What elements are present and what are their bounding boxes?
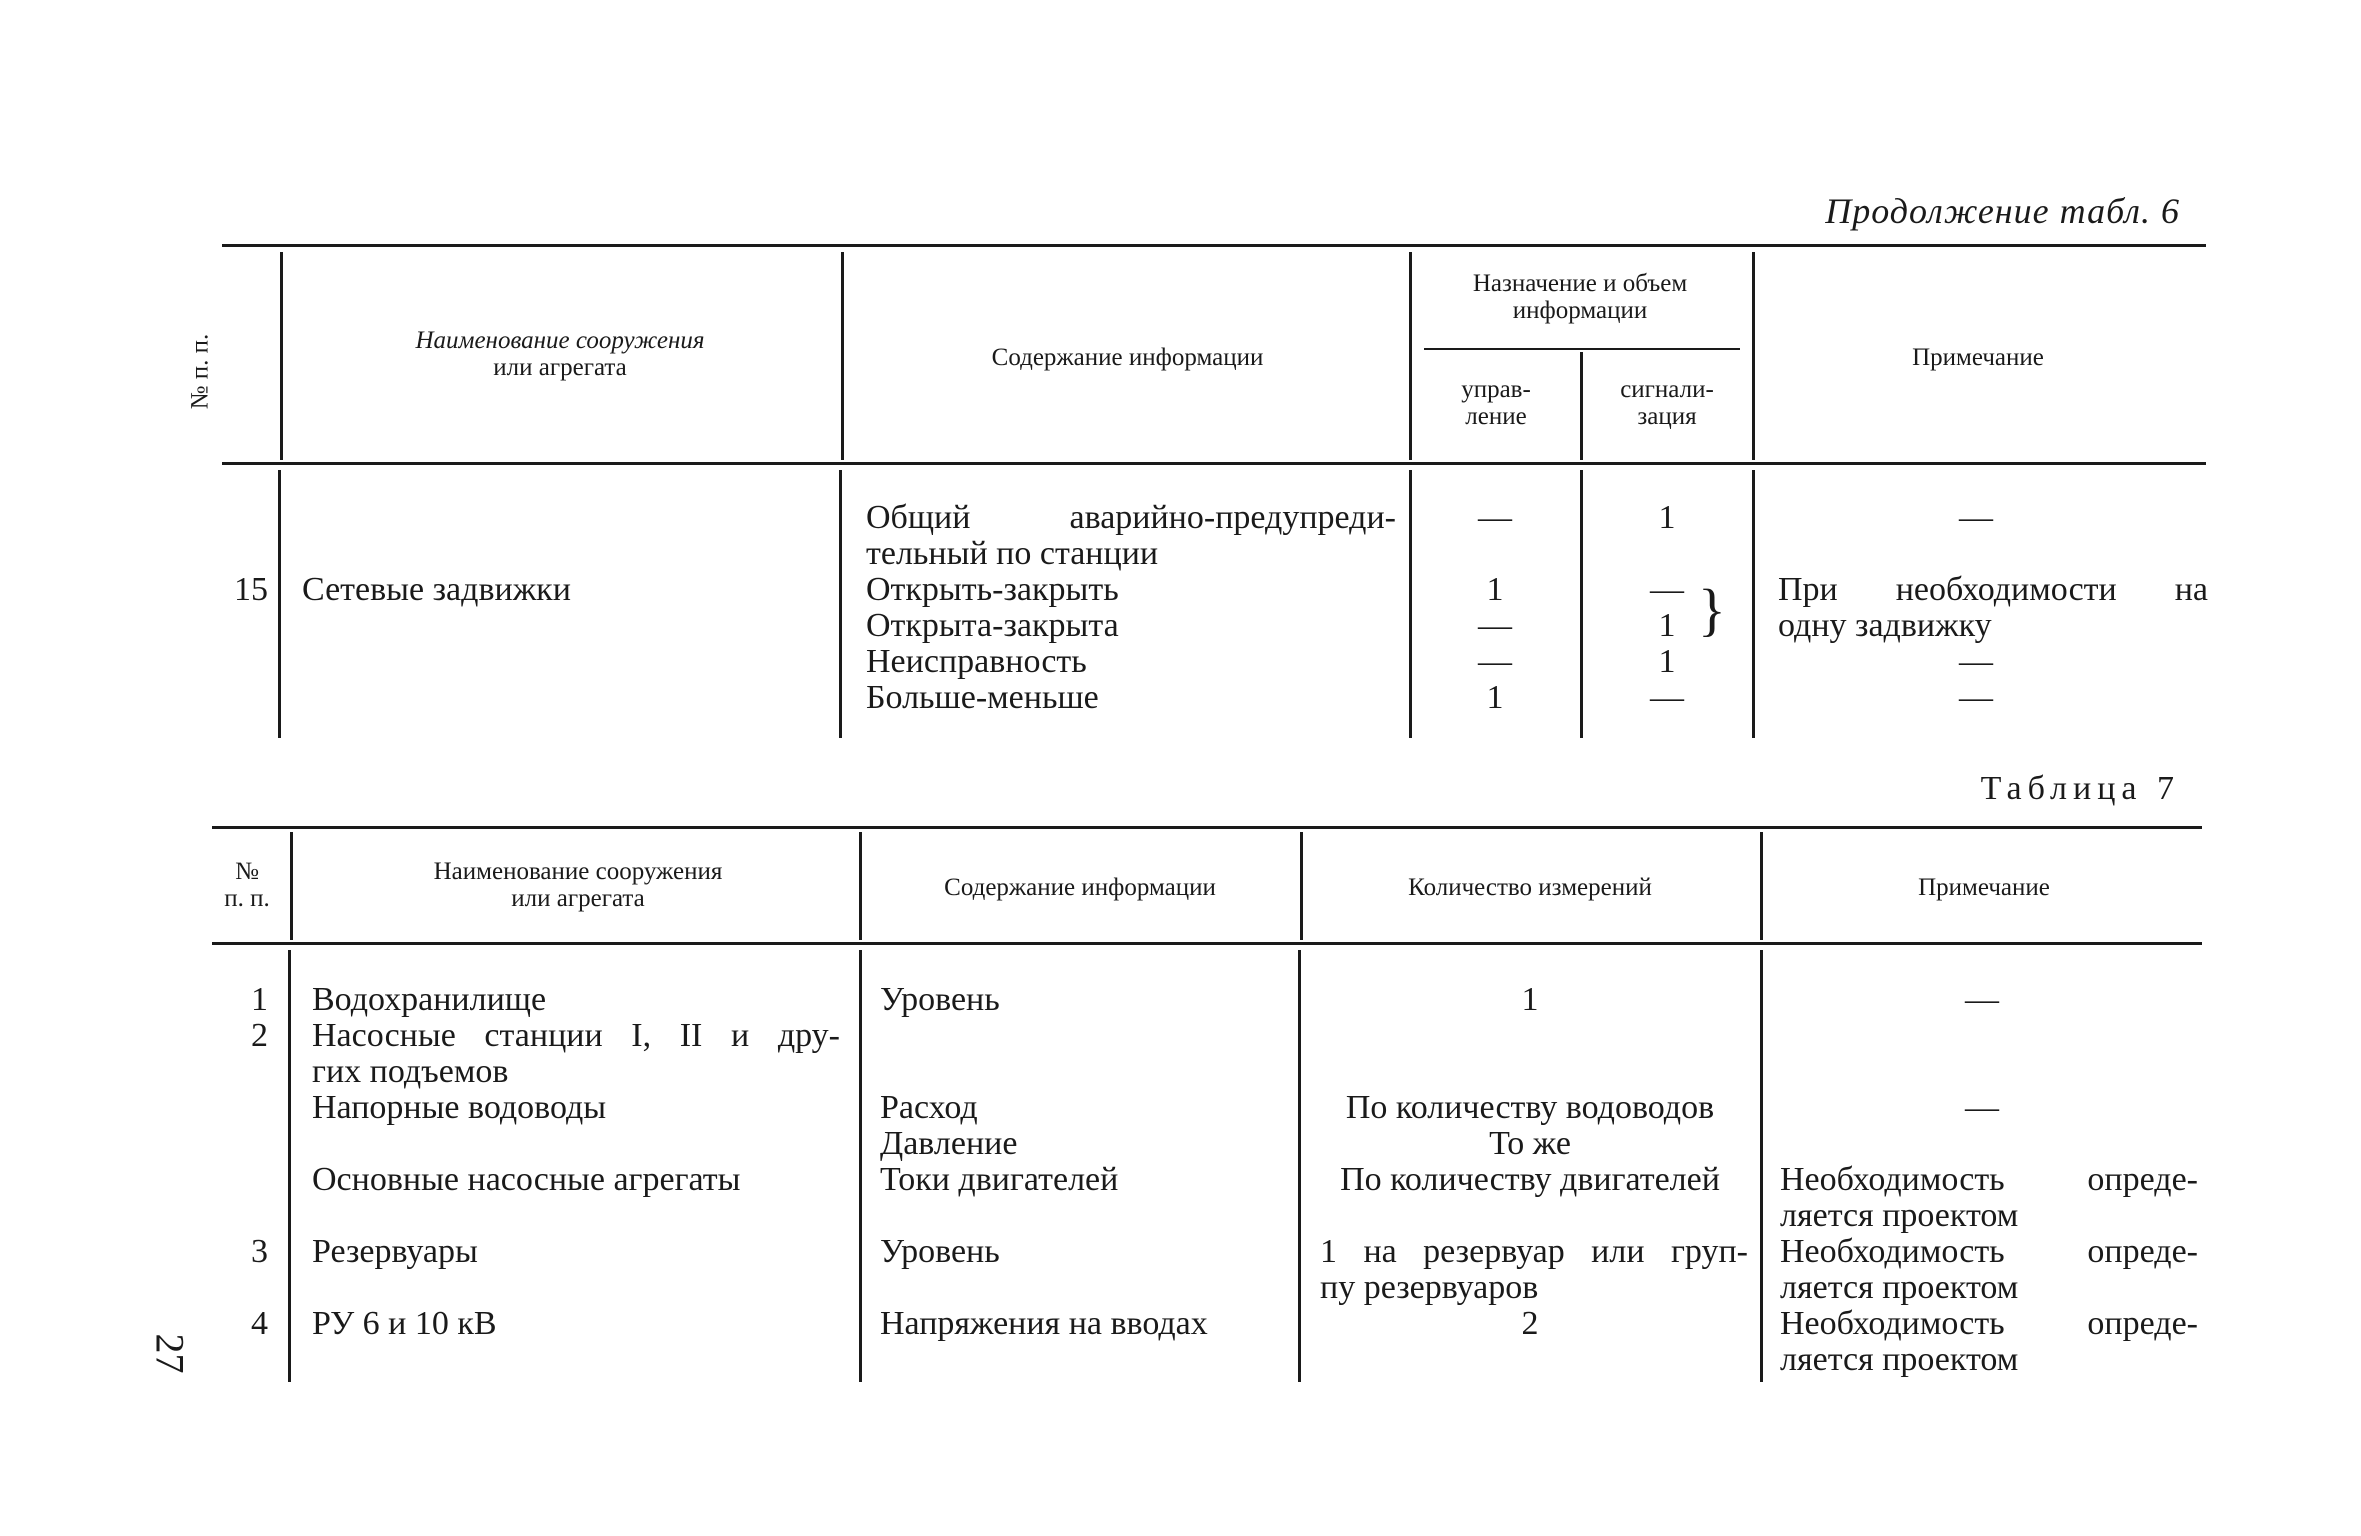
table6-row-name: Сетевые задвижки	[302, 571, 571, 608]
row-content: Уровень	[880, 981, 1000, 1018]
content-line: Открыть-закрыть	[866, 571, 1119, 608]
table6-header-note: Примечание	[1912, 344, 2044, 371]
table6-subheader-rule	[1424, 348, 1740, 350]
table7-vrule	[1760, 950, 1763, 1382]
signal-value: —	[1650, 571, 1684, 608]
content-line: Неисправность	[866, 643, 1087, 680]
row-num: 2	[251, 1017, 268, 1054]
row-name: Резервуары	[312, 1233, 478, 1270]
table7-header-count: Количество измерений	[1408, 874, 1652, 901]
row-count: По количеству двигателей	[1340, 1161, 1720, 1198]
row-count: По количеству водоводов	[1345, 1089, 1715, 1126]
note-value: одну задвижку	[1778, 607, 1992, 644]
row-name: РУ 6 и 10 кВ	[312, 1305, 497, 1342]
row-content: Расход	[880, 1089, 978, 1126]
row-num: 4	[251, 1305, 268, 1342]
row-note: ляется проектом	[1780, 1197, 2019, 1234]
table6-vrule	[839, 470, 842, 738]
row-content: Напряжения на вводах	[880, 1305, 1208, 1342]
row-count: 2	[1521, 1305, 1539, 1342]
table7-vrule	[1300, 832, 1303, 940]
table7-vrule	[288, 950, 291, 1382]
table7-vrule	[1760, 832, 1763, 940]
row-content: Уровень	[880, 1233, 1000, 1270]
note-value: —	[1959, 643, 1993, 680]
table6-vrule	[1752, 252, 1755, 460]
row-count: То же	[1489, 1125, 1571, 1162]
table7-header-content: Содержание информации	[944, 874, 1216, 901]
table6-vrule	[1580, 470, 1583, 738]
content-line: тельный по станции	[866, 535, 1159, 572]
table6-vrule	[1580, 352, 1583, 460]
row-note: Необходимость опреде-	[1780, 1161, 2198, 1198]
table7-header-num: № п. п.	[224, 858, 270, 912]
table6-vrule	[1409, 252, 1412, 460]
table6-vrule	[280, 252, 283, 460]
note-value: —	[1959, 679, 1993, 716]
row-name: гих подъемов	[312, 1053, 509, 1090]
table7-vrule	[1298, 950, 1301, 1382]
row-note: ляется проектом	[1780, 1341, 2019, 1378]
table7-header-note: Примечание	[1918, 874, 2050, 901]
table6-header-num: № п. п.	[186, 333, 214, 410]
table7-top-rule	[212, 826, 2202, 829]
content-line: Больше-меньше	[866, 679, 1099, 716]
control-value: —	[1478, 499, 1512, 536]
control-value: —	[1478, 607, 1512, 644]
table6-vrule	[278, 470, 281, 738]
note-value: При необходимости на	[1778, 571, 2208, 608]
table7-vrule	[859, 832, 862, 940]
control-value: —	[1478, 643, 1512, 680]
signal-value: 1	[1658, 643, 1676, 680]
signal-value: 1	[1658, 499, 1676, 536]
table7-vrule	[290, 832, 293, 940]
table6-caption: Продолжение табл. 6	[1825, 191, 2180, 231]
table6-vrule	[1752, 470, 1755, 738]
row-count: 1 на резервуар или груп-	[1320, 1233, 1748, 1270]
content-line: Общий аварийно-предупреди-	[866, 499, 1396, 536]
table7-header-rule	[212, 942, 2202, 945]
table6-header-content: Содержание информации	[991, 344, 1264, 371]
row-num: 3	[251, 1233, 268, 1270]
row-note: Необходимость опреде-	[1780, 1233, 2198, 1270]
signal-value: —	[1650, 679, 1684, 716]
row-num: 1	[251, 981, 268, 1018]
row-note: ляется проектом	[1780, 1269, 2019, 1306]
table7-header-name: Наименование сооружения или агрегата	[433, 858, 723, 912]
table6-top-rule	[222, 244, 2206, 247]
row-count: пу резервуаров	[1320, 1269, 1539, 1306]
content-line: Открыта-закрыта	[866, 607, 1119, 644]
page-number: 27	[147, 1333, 193, 1374]
table6-header-name: Наименование сооружения или агрегата	[415, 327, 705, 381]
control-value: 1	[1486, 571, 1504, 608]
row-name: Насосные станции I, II и дру-	[312, 1017, 840, 1054]
table6-header-rule	[222, 462, 2206, 465]
row-name: Напорные водоводы	[312, 1089, 607, 1126]
row-name: Водохранилище	[312, 981, 547, 1018]
signal-value: 1	[1658, 607, 1676, 644]
note-value: —	[1959, 499, 1993, 536]
table7-caption: Таблица 7	[1980, 770, 2180, 807]
table6-row-num: 15	[234, 571, 268, 608]
row-content: Давление	[880, 1125, 1018, 1162]
table6-vrule	[841, 252, 844, 460]
row-note: —	[1965, 981, 1999, 1018]
table7-vrule	[859, 950, 862, 1382]
table6-header-control: управ- ление	[1461, 376, 1531, 430]
row-note: —	[1965, 1089, 1999, 1126]
row-note: Необходимость опреде-	[1780, 1305, 2198, 1342]
row-content: Токи двигателей	[880, 1161, 1119, 1198]
table6-header-purpose: Назначение и объем информации	[1472, 270, 1688, 324]
row-name: Основные насосные агрегаты	[312, 1161, 741, 1198]
control-value: 1	[1486, 679, 1504, 716]
signal-brace: }	[1698, 577, 1726, 642]
table6-header-signal: сигнали- зация	[1620, 376, 1714, 430]
row-count: 1	[1521, 981, 1539, 1018]
